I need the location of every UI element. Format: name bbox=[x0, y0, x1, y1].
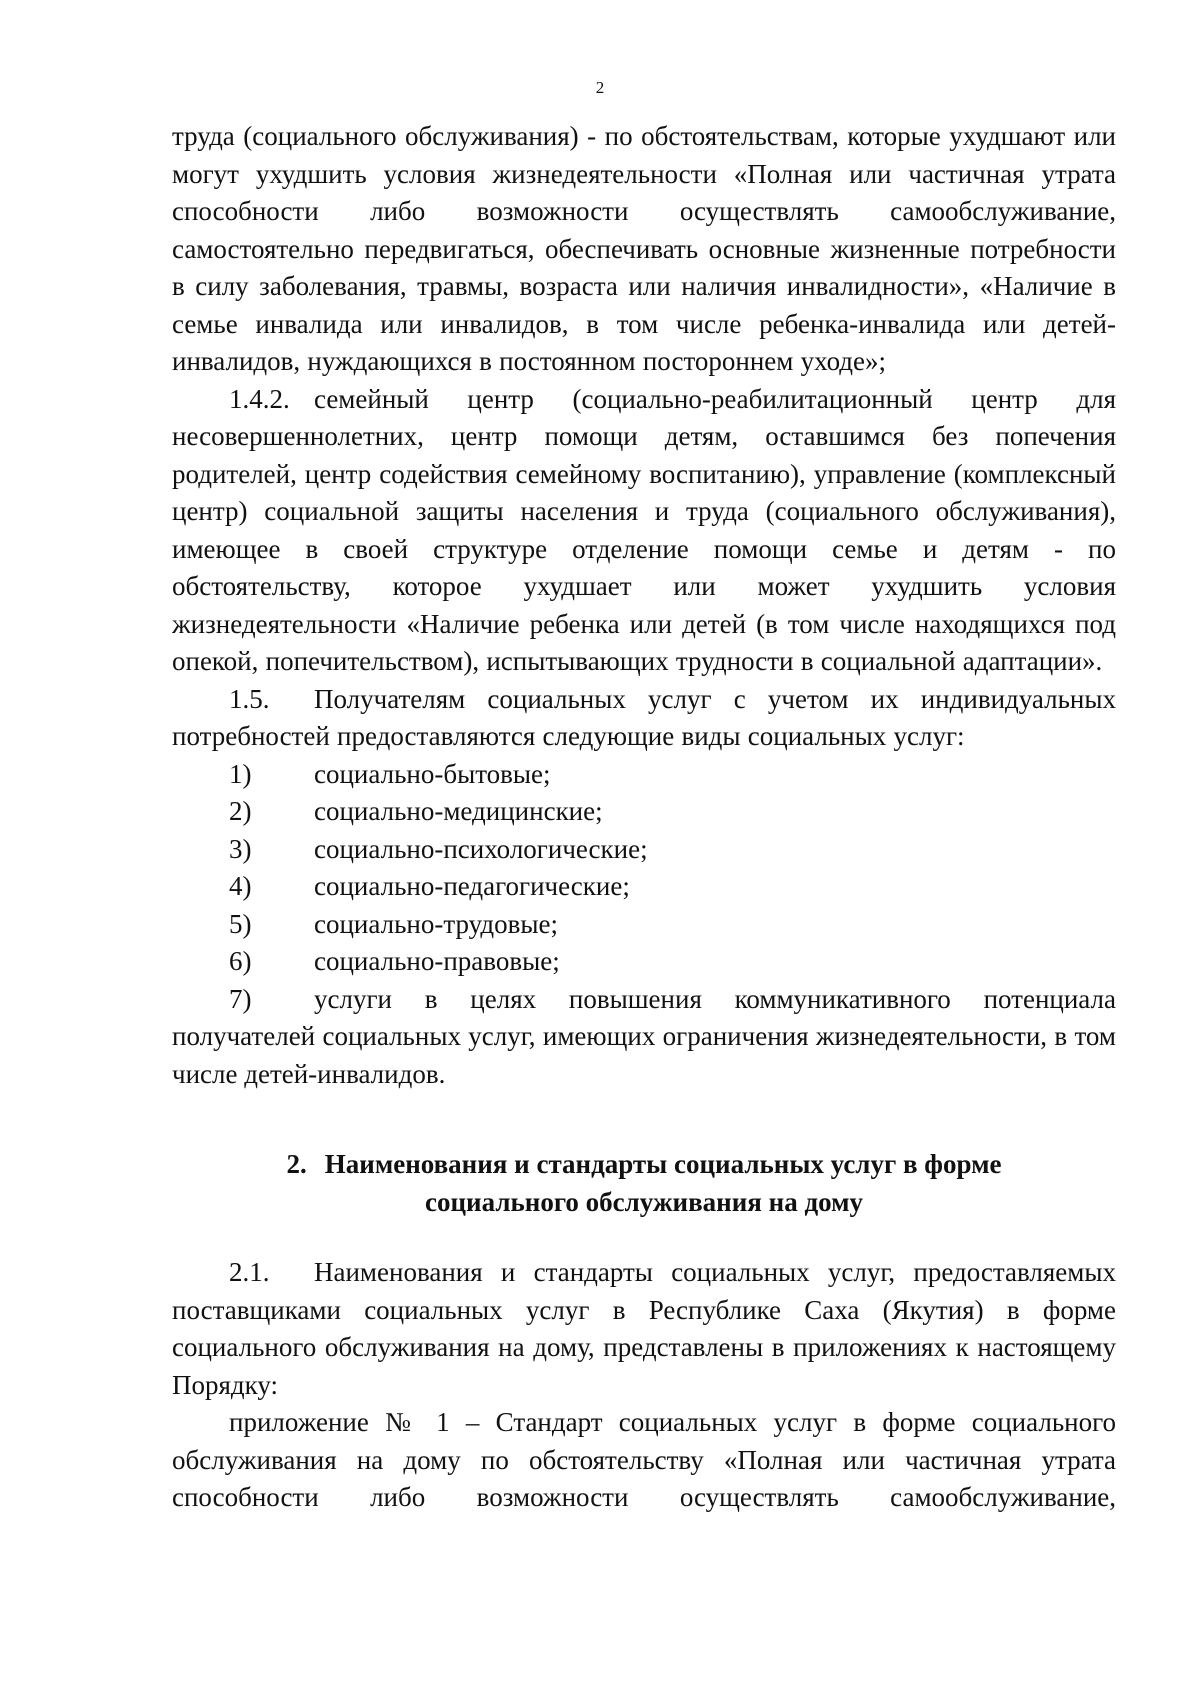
section-heading bbox=[172, 1146, 1116, 1221]
list-item bbox=[172, 793, 1116, 831]
clause-number: 1.5. bbox=[229, 683, 270, 714]
list-item bbox=[172, 868, 1116, 906]
list-item bbox=[172, 943, 1116, 981]
list-item-number: 5) bbox=[229, 908, 252, 939]
list-item-text: социально-психологические; bbox=[314, 833, 648, 864]
paragraph-continuation: труда (социального обслуживания) - по обстоятельствам, которые ухудшают или могут ухудшить условия жизнедеятельности «Полная или частичная утрата способности либо возможности осуществлять самообслуживание, самостоятельно передвигаться, обеспечивать основные жизненные потребности в силу заболевания, травмы, возраста или наличия инвалидности», «Наличие в семье инвалида или инвалидов, в том числе ребенка-инвалида или детей-инвалидов, нуждающихся в постоянном постороннем уходе»; bbox=[172, 121, 1116, 376]
paragraph-appendix-1: приложение № 1 – Стандарт социальных услуг в форме социального обслуживания на дому по обстоятельству «Полная или частичная утрата способности либо возможности осуществлять самообслуживание, bbox=[172, 1407, 1116, 1512]
clause-text: семейный центр (социально-реабилитационный центр для несовершеннолетних, центр помощи детям, оставшимся без попечения родителей, центр содействия семейному воспитанию), управление (комплексный центр) социальной защиты населения и труда (социального обслуживания), имеющее в своей структуре отделение помощи семье и детям - по обстоятельству, которое ухудшает или может ухудшить условия жизнедеятельности «Наличие ребенка или детей (в том числе находящихся под опекой, попечительством), испытывающих трудности в социальной адаптации». bbox=[172, 383, 1116, 676]
services-list bbox=[172, 756, 1116, 1094]
list-item-number: 1) bbox=[229, 758, 252, 789]
paragraph-2-1 bbox=[172, 1254, 1116, 1404]
clause-text: Наименования и стандарты социальных услуг, предоставляемых поставщиками социальных услуг в Республике Саха (Якутия) в форме социального обслуживания на дому, представлены в приложениях к настоящему Порядку: bbox=[172, 1257, 1116, 1400]
document-body bbox=[172, 118, 1116, 1517]
list-item-number: 4) bbox=[229, 871, 252, 901]
section-heading-line-1 bbox=[172, 1146, 1116, 1184]
clause-number: 1.4.2. bbox=[229, 383, 290, 414]
list-item-text: социально-педагогические; bbox=[314, 871, 630, 901]
list-item-number: 7) bbox=[229, 983, 252, 1014]
list-item bbox=[172, 906, 1116, 944]
page-number: 2 bbox=[595, 78, 605, 97]
list-item-text: социально-трудовые; bbox=[314, 908, 559, 939]
list-item bbox=[172, 981, 1116, 1094]
list-item-number: 6) bbox=[229, 946, 252, 976]
list-item-text: услуги в целях повышения коммуникативного потенциала получателей социальных услуг, имеющих ограничения жизнедеятельности, в том числе детей-инвалидов. bbox=[172, 983, 1116, 1089]
list-item bbox=[172, 831, 1116, 869]
section-title-part-2: социального обслуживания на дому bbox=[425, 1186, 863, 1217]
list-item-text: социально-бытовые; bbox=[314, 758, 551, 789]
section-title-part-1: Наименования и стандарты социальных услуг в форме bbox=[324, 1149, 1002, 1179]
list-item-text: социально-медицинские; bbox=[314, 796, 603, 826]
clause-text: Получателям социальных услуг с учетом их индивидуальных потребностей предоставляются следующие виды социальных услуг: bbox=[172, 683, 1116, 751]
section-number: 2. bbox=[286, 1149, 307, 1179]
clause-number: 2.1. bbox=[229, 1257, 270, 1287]
list-item-number: 2) bbox=[229, 796, 252, 826]
list-item-number: 3) bbox=[229, 833, 252, 864]
list-item-text: социально-правовые; bbox=[314, 946, 560, 976]
paragraph-1-4-2 bbox=[172, 381, 1116, 681]
list-item bbox=[172, 756, 1116, 794]
paragraph-1-5 bbox=[172, 681, 1116, 756]
